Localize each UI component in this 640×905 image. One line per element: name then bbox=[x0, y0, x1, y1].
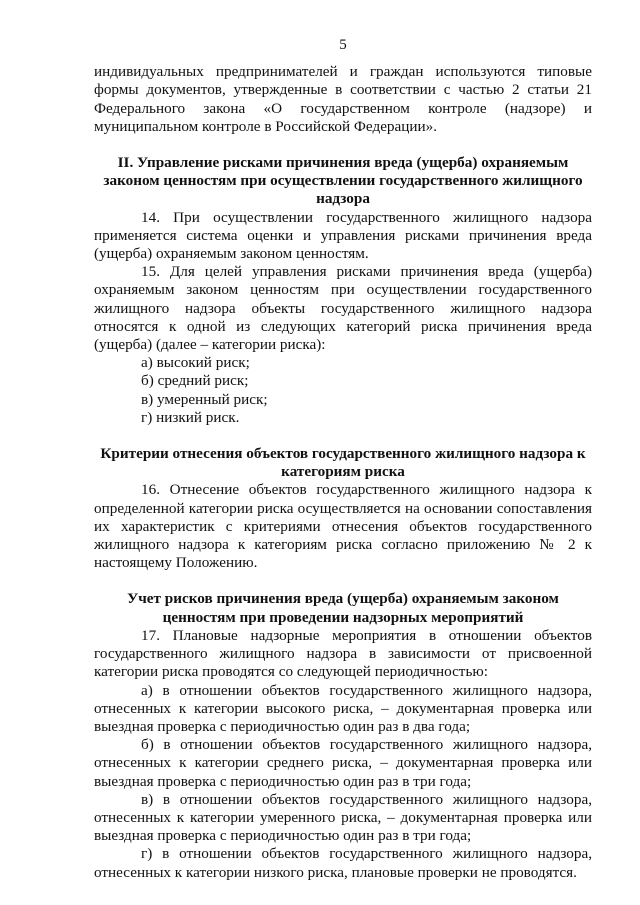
paragraph-17a: а) в отношении объектов государственного жилищного надзора, отнесенных к категории высокого риска, – документарная проверка или выездная проверка с периодичностью один раз в два года; bbox=[94, 681, 592, 735]
heading-criteria: Критерии отнесения объектов государственного жилищного надзора к категориям риска bbox=[100, 445, 586, 481]
list-item-moderate-risk: в) умеренный риск; bbox=[141, 390, 268, 408]
heading-section-2: II. Управление рисками причинения вреда (ущерба) охраняемым законом ценностям при осуществлении государственного жилищного надзора bbox=[103, 154, 583, 208]
heading-risk-accounting: Учет рисков причинения вреда (ущерба) охраняемым законом ценностям при проведении надзорных мероприятий bbox=[127, 590, 559, 626]
spacer bbox=[94, 136, 592, 154]
paragraph-16: 16. Отнесение объектов государственного жилищного надзора к определенной категории риска осуществляется на основании сопоставления их характеристик с критериями отнесения объектов государственного жилищного надзора к категориям риска согласно приложению № 2 к настоящему Положению. bbox=[94, 481, 592, 572]
paragraph-17: 17. Плановые надзорные мероприятия в отношении объектов государственного жилищного надзора в зависимости от присвоенной категории риска проводятся со следующей периодичностью: bbox=[94, 626, 592, 681]
paragraph-17v: в) в отношении объектов государственного жилищного надзора, отнесенных к категории умеренного риска, – документарная проверка или выездная проверка с периодичностью один раз в три года; bbox=[94, 790, 592, 845]
list-item-medium-risk: б) средний риск; bbox=[141, 372, 249, 390]
paragraph-17g: г) в отношении объектов государственного жилищного надзора, отнесенных к категории низкого риска, плановые проверки не проводятся. bbox=[94, 845, 592, 881]
spacer bbox=[94, 572, 592, 590]
paragraph-intro: индивидуальных предпринимателей и граждан используются типовые формы документов, утвержденные в соответствии с частью 2 статьи 21 Федерального закона «О государственном контроле (надзоре) и муниципальном контроле в Российской Федерации». bbox=[94, 63, 592, 135]
paragraph-15: 15. Для целей управления рисками причинения вреда (ущерба) охраняемым законом ценностям при осуществлении государственного жилищного надзора объекты государственного жилищного надзора относятся к одной из следующих категорий риска причинения вреда (ущерба) (далее – категории риска): bbox=[94, 263, 592, 354]
paragraph-17b: б) в отношении объектов государственного жилищного надзора, отнесенных к категории среднего риска, – документарная проверка или выездная проверка с периодичностью один раз в три года; bbox=[94, 736, 592, 790]
paragraph-14: 14. При осуществлении государственного жилищного надзора применяется система оценки и управления рисками причинения вреда (ущерба) охраняемым законом ценностям. bbox=[94, 208, 592, 263]
spacer bbox=[94, 427, 592, 445]
page-number: 5 bbox=[339, 37, 347, 53]
list-item-high-risk: а) высокий риск; bbox=[141, 354, 250, 372]
list-item-low-risk: г) низкий риск. bbox=[141, 408, 240, 426]
